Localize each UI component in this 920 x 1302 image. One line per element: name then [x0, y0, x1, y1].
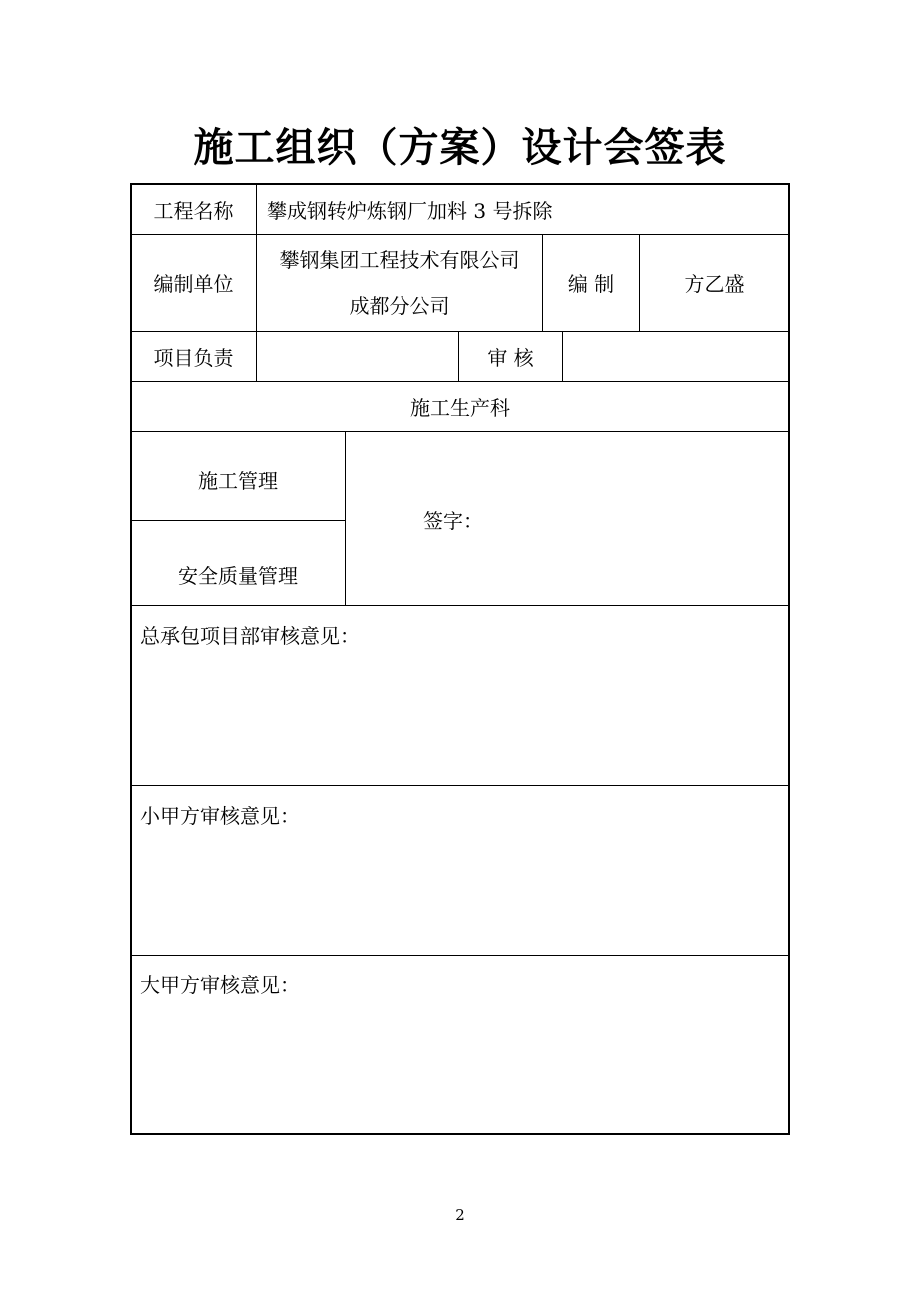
unit-value-line1: 攀钢集团工程技术有限公司: [279, 247, 520, 272]
unit-value: [257, 234, 542, 331]
page-number: 2: [455, 1206, 465, 1224]
unit-label: 编制单位: [153, 272, 234, 296]
unit-value-line2: 成都分公司: [349, 293, 450, 318]
project-name-value: 攀成钢转炉炼钢厂加料 3 号拆除: [267, 198, 553, 223]
big-owner-opinion-label: 大甲方审核意见：: [140, 973, 300, 997]
construction-mgmt-label: 施工管理: [198, 468, 278, 493]
project-lead-label: 项目负责: [153, 345, 234, 370]
row-divider: [131, 955, 789, 956]
col-divider: [345, 431, 346, 605]
review-label: 审 核: [487, 345, 534, 370]
compile-label: 编 制: [567, 272, 615, 296]
project-lead-value[interactable]: [257, 331, 458, 381]
dept-header: 施工生产科: [410, 395, 510, 420]
compile-value: 方乙盛: [684, 272, 745, 296]
review-value[interactable]: [563, 331, 789, 381]
safety-quality-mgmt-label: 安全质量管理: [178, 563, 298, 588]
page-title: 施工组织（方案）设计会签表: [193, 125, 727, 171]
general-contractor-opinion-label: 总承包项目部审核意见：: [140, 624, 360, 648]
project-name-label: 工程名称: [153, 198, 234, 223]
row-divider: [131, 785, 789, 786]
signature-label: 签字：: [423, 509, 483, 533]
small-owner-opinion-label: 小甲方审核意见：: [140, 804, 300, 828]
